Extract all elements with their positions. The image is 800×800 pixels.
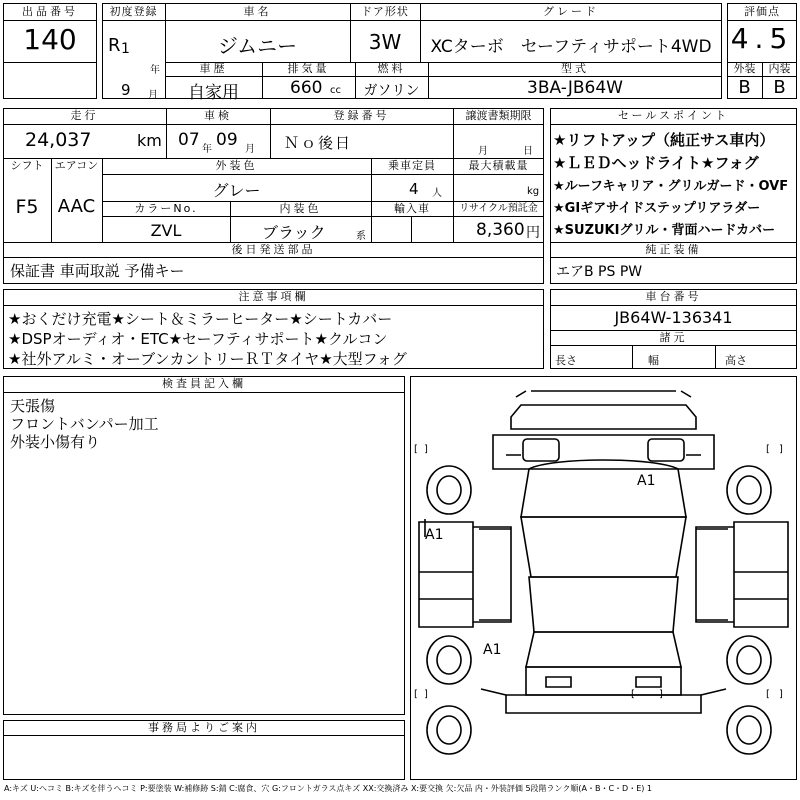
rear-glass xyxy=(526,632,681,667)
chassis-number: JB64W-136341 xyxy=(614,308,733,327)
ext-color-label: 外装色 xyxy=(215,159,258,172)
car-name: ジムニー xyxy=(217,34,298,58)
sales-point: ★GIギアサイドステップリアラダー xyxy=(553,201,761,216)
windshield xyxy=(521,517,686,577)
inspector-note: 天張傷 xyxy=(10,397,56,415)
sales-point: ★ＬＥＤヘッドライト★フォグ xyxy=(553,154,759,172)
note-line: ★DSPオーディオ・ETC★セーフティサポート★クルコン xyxy=(8,330,388,348)
reg-no: Ｎｏ後日 xyxy=(284,134,353,152)
sales-point: ★ルーフキャリア・グリルガード・OVF xyxy=(553,179,789,194)
bracket-rear-center-close: ] xyxy=(659,689,663,700)
color-no: ZVL xyxy=(150,221,182,240)
max-load-unit: kg xyxy=(527,186,540,197)
tire-spare-right xyxy=(727,706,771,754)
transfer-month-unit: 月 xyxy=(478,146,488,157)
tailgate xyxy=(526,667,681,695)
history: 自家用 xyxy=(188,83,239,103)
displacement-unit: cc xyxy=(330,85,341,96)
era: R xyxy=(108,35,121,56)
first-reg-label: 初度登録 xyxy=(109,5,158,18)
office-label: 事務局よりご案内 xyxy=(148,721,260,734)
legend: A:キズ U:ヘコミ B:キズを伴うヘコミ P:要塗装 W:補修跡 S:錆 C:腐食、穴 G:フロントガラス点キズ XX:交換済み X:要交換 欠:欠品 内・外装評価 5段階ランク順(A・B・C・D・E) 1 xyxy=(4,784,653,793)
shift-label: シフト xyxy=(10,159,44,172)
inspection-label: 車検 xyxy=(204,109,232,122)
front-bumper xyxy=(511,405,696,429)
inspector-note: 外装小傷有り xyxy=(10,433,101,451)
damage-diagram xyxy=(410,376,797,780)
inspector-note: フロントバンパー加工 xyxy=(10,415,159,433)
chassis-label: 車台番号 xyxy=(645,290,702,303)
recycle-label: リサイクル預託金 xyxy=(459,203,538,214)
int-color-suffix: 系 xyxy=(356,231,366,242)
int-color: ブラック xyxy=(262,223,326,242)
bracket-rear-right-close: ] xyxy=(779,689,783,700)
score-label: 評価点 xyxy=(744,5,780,18)
grade-label: グレード xyxy=(543,5,599,18)
bracket-rear-center: [ xyxy=(631,689,635,700)
mileage-label: 走行 xyxy=(70,109,99,122)
tire-front-left xyxy=(427,466,471,514)
insp-year-unit: 年 xyxy=(202,144,212,155)
dims-label: 諸元 xyxy=(659,331,688,344)
sales-point: ★SUZUKIグリル・背面ハードカバー xyxy=(553,223,776,238)
equipment: エアB PS PW xyxy=(556,264,643,280)
tire-front-right xyxy=(727,466,771,514)
reg-year-unit: 年 xyxy=(150,65,160,76)
bracket-front-left: [ xyxy=(414,444,418,455)
capacity: 4 xyxy=(409,180,419,198)
capacity-unit: 人 xyxy=(432,188,442,199)
roof xyxy=(529,577,678,632)
transfer-day-unit: 日 xyxy=(523,146,533,157)
right-side-profile xyxy=(734,522,788,627)
tire-rear-right xyxy=(727,636,771,684)
inspector-label: 検査員記入欄 xyxy=(162,377,246,390)
model: 3BA-JB64W xyxy=(527,78,623,98)
import-label: 輸入車 xyxy=(394,202,430,215)
tire-rear-left xyxy=(427,636,471,684)
car-diagram-svg xyxy=(411,377,796,779)
reg-year: 1 xyxy=(121,41,130,57)
history-label: 車歴 xyxy=(199,62,228,75)
sales-point: ★リフトアップ（純正サス車内） xyxy=(553,131,775,149)
insp-year: 07 xyxy=(178,130,200,150)
ac-label: エアコン xyxy=(54,159,99,172)
interior-score: B xyxy=(773,77,786,98)
insp-month-unit: 月 xyxy=(245,144,255,155)
fuel: ガソリン xyxy=(363,83,420,99)
equipment-label: 純正装備 xyxy=(645,243,702,256)
length-label: 長さ xyxy=(555,354,577,367)
tire-spare-left xyxy=(427,706,471,754)
damage-mark: A1 xyxy=(483,642,502,658)
reg-no-label: 登録番号 xyxy=(333,109,390,122)
recycle-fee: 8,360 xyxy=(476,220,525,240)
displacement-label: 排気量 xyxy=(287,62,330,75)
capacity-label: 乗車定員 xyxy=(388,159,436,172)
bracket-front-right: [ xyxy=(766,444,770,455)
mileage: 24,037 xyxy=(25,129,92,151)
car-name-label: 車名 xyxy=(243,5,272,18)
later-parts-label: 後日発送部品 xyxy=(231,243,316,256)
fuel-label: 燃料 xyxy=(377,62,406,75)
transfer-label: 譲渡書類期限 xyxy=(465,109,532,122)
model-label: 型式 xyxy=(561,62,589,75)
interior-label: 内装 xyxy=(768,62,791,75)
max-load-label: 最大積載量 xyxy=(468,159,529,172)
bracket-rear-left-close: ] xyxy=(424,689,428,700)
ext-color: グレー xyxy=(212,181,261,200)
grade: XCターボ セーフティサポート4WD xyxy=(430,37,712,57)
notes-label: 注意事項欄 xyxy=(238,290,309,303)
rear-bumper xyxy=(506,695,701,713)
lot-number-label: 出品番号 xyxy=(22,5,78,18)
bracket-front-left-close: ] xyxy=(424,444,428,455)
shift: F5 xyxy=(15,196,39,218)
score: 4.5 xyxy=(730,22,794,55)
door-type: 3W xyxy=(368,30,402,54)
reg-month: 9 xyxy=(121,81,131,99)
insp-month: 09 xyxy=(216,130,238,150)
ac: AAC xyxy=(57,196,96,217)
lot-number: 140 xyxy=(23,23,77,56)
sales-points-label: セールスポイント xyxy=(617,109,729,122)
exterior-score: B xyxy=(738,77,751,98)
bracket-rear-left: [ xyxy=(414,689,418,700)
bracket-front-right-close: ] xyxy=(779,444,783,455)
damage-mark: A1 xyxy=(637,473,656,489)
int-color-label: 内装色 xyxy=(279,202,322,215)
door-label: ドア形状 xyxy=(361,5,409,18)
exterior-label: 外装 xyxy=(733,62,756,75)
note-line: ★社外アルミ・オーブンカントリーＲＴタイヤ★大型フォグ xyxy=(8,350,407,368)
mileage-unit: km xyxy=(137,131,162,150)
color-no-label: カラーNo. xyxy=(134,202,198,215)
height-label: 高さ xyxy=(725,354,747,367)
later-parts: 保証書 車両取説 予備キー xyxy=(10,262,185,280)
bracket-rear-right: [ xyxy=(766,689,770,700)
displacement: 660 xyxy=(290,78,323,98)
front-grille xyxy=(493,435,714,469)
damage-mark: A1 xyxy=(425,527,444,543)
reg-month-unit: 月 xyxy=(148,90,158,101)
width-label: 幅 xyxy=(648,354,659,367)
recycle-unit: 円 xyxy=(526,225,540,241)
note-line: ★おくだけ充電★シート＆ミラーヒーター★シートカバー xyxy=(8,310,393,328)
